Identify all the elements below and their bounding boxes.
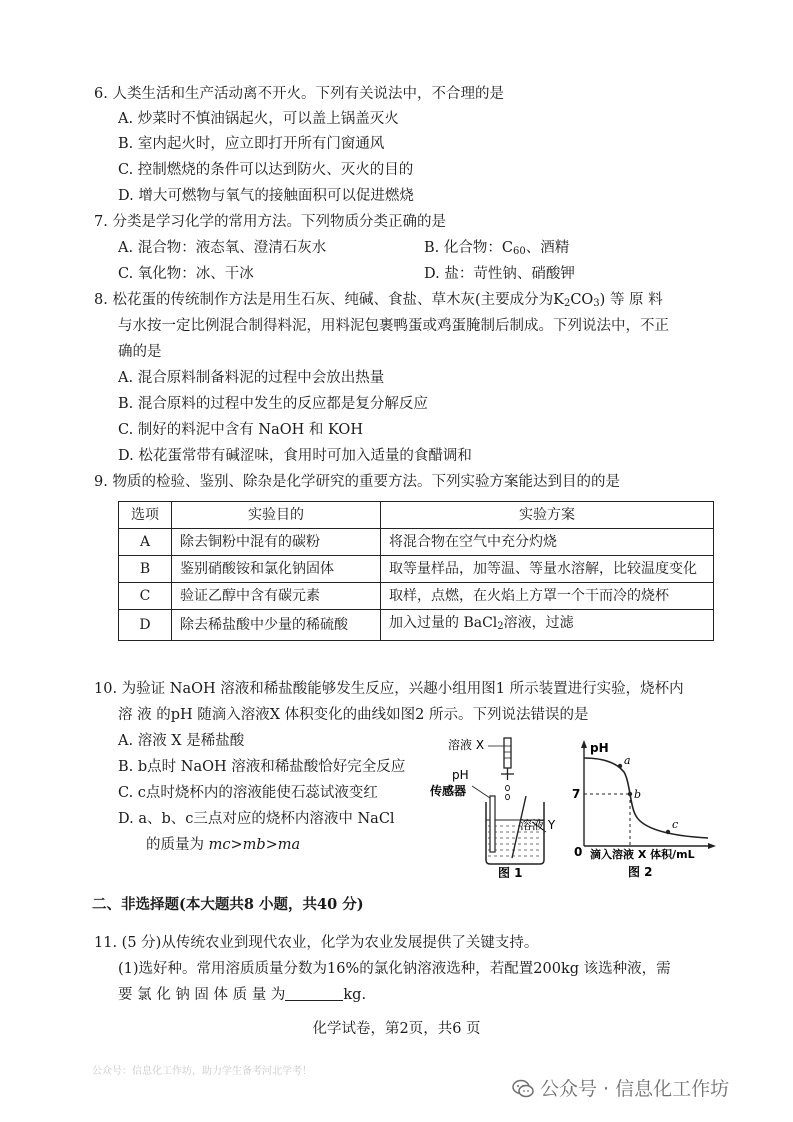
q10-option-c: C. c点时烧杯内的溶液能使石蕊试液变红 — [118, 785, 378, 801]
label-sensor: 传感器 — [430, 784, 467, 798]
row-c-option: C — [119, 583, 172, 610]
figure-2-chart — [572, 736, 722, 878]
row-b-purpose: 鉴别硝酸铵和氯化钠固体 — [172, 556, 381, 583]
q8-option-a: A. 混合原料制备料泥的过程中会放出热量 — [118, 370, 385, 386]
label-solution-x: 溶液 X — [448, 738, 485, 752]
q6-stem: 6. 人类生活和生产活动离不开火。下列有关说法中，不合理的是 — [94, 86, 504, 102]
label-ph: pH — [452, 768, 469, 782]
section-2-heading: 二、非选择题(本大题共8 小题，共40 分) — [92, 896, 364, 913]
row-b-plan: 取等量样品，加等温、等量水溶解，比较温度变化 — [381, 556, 714, 583]
figure-2-caption: 图 2 — [628, 865, 653, 878]
point-a — [618, 764, 622, 768]
table-row — [119, 556, 714, 583]
figure-1-caption: 图 1 — [498, 866, 523, 878]
x-axis-label: 滴入溶液 X 体积/mL — [590, 848, 695, 861]
row-d-option: D — [119, 610, 172, 641]
table-row — [119, 583, 714, 610]
ph-curve — [584, 758, 708, 838]
point-b — [628, 792, 632, 796]
row-d-purpose: 除去稀盐酸中少量的稀硫酸 — [172, 610, 381, 641]
q10-option-a: A. 溶液 X 是稀盐酸 — [118, 733, 245, 749]
q10-line1: 10. 为验证 NaOH 溶液和稀盐酸能够发生反应，兴趣小组用图1 所示装置进行实验，烧杯内 — [94, 681, 684, 697]
q9-stem: 9. 物质的检验、鉴别、除杂是化学研究的重要方法。下列实验方案能达到目的的是 — [94, 474, 620, 490]
q6-option-d: D. 增大可燃物与氧气的接触面积可以促进燃烧 — [118, 188, 414, 204]
answer-blank — [285, 986, 343, 1001]
q10-line2: 溶 液 的pH 随滴入溶液X 体积变化的曲线如图2 所示。下列说法错误的是 — [118, 707, 589, 723]
label-c: c — [672, 818, 679, 831]
ph-sensor-probe — [490, 796, 495, 852]
q10-option-d-line2: 的质量为 mc>mb>ma — [146, 837, 301, 853]
watermark-right: 公众号 · 信息化工作坊 — [512, 1074, 729, 1101]
wechat-icon — [512, 1079, 534, 1099]
page-footer: 化学试卷，第2页，共6 页 — [312, 1021, 481, 1037]
watermark-left: 公众号：信息化工作坊，助力学生备考河北学考！ — [92, 1066, 312, 1077]
q7-option-b: B. 化合物：$C_{60}$、酒精 — [424, 240, 570, 257]
header-plan: 实验方案 — [381, 502, 714, 529]
q7-option-a: A. 混合物：液态氧、澄清石灰水 — [118, 240, 327, 256]
header-purpose: 实验目的 — [172, 502, 381, 529]
q8-stem-line1: 8. 松花蛋的传统制作方法是用生石灰、纯碱、食盐、草木灰(主要成分为$K_2CO_3$) 等 原 料 — [94, 292, 663, 309]
q6-option-b: B. 室内起火时，应立即打开所有门窗通风 — [118, 136, 385, 152]
q11-sub1-line2: 要 氯 化 钠 固 体 质 量 为 kg. — [118, 987, 367, 1003]
q8-option-c: C. 制好的料泥中含有 NaOH 和 KOH — [118, 422, 363, 438]
y-axis-label: pH — [590, 741, 609, 755]
label-a: a — [624, 754, 631, 767]
q6-option-a: A. 炒菜时不慎油锅起火，可以盖上锅盖灭火 — [118, 111, 399, 127]
label-b: b — [634, 788, 642, 801]
q9-table — [118, 501, 714, 641]
tick-7: 7 — [572, 787, 581, 801]
q11-sub1-line1: (1)选好种。常用溶质质量分数为16%的氯化钠溶液选种，若配置200kg 该选种液，需 — [118, 961, 671, 977]
row-d-plan: 加入过量的 BaCl$_2$溶液，过滤 — [381, 610, 714, 641]
q8-option-b: B. 混合原料的过程中发生的反应都是复分解反应 — [118, 396, 428, 412]
row-c-purpose: 验证乙醇中含有碳元素 — [172, 583, 381, 610]
row-a-option: A — [119, 529, 172, 556]
q11-stem: 11. (5 分)从传统农业到现代农业，化学为农业发展提供了关键支持。 — [94, 935, 539, 951]
q8-stem-line3: 确的是 — [118, 344, 162, 360]
row-a-plan: 将混合物在空气中充分灼烧 — [381, 529, 714, 556]
table-row — [119, 529, 714, 556]
header-option: 选项 — [119, 502, 172, 529]
q10-option-d-line1: D. a、b、c三点对应的烧杯内溶液中 NaCl — [118, 811, 395, 827]
q7-stem: 7. 分类是学习化学的常用方法。下列物质分类正确的是 — [94, 214, 446, 230]
q10-option-b: B. b点时 NaOH 溶液和稀盐酸恰好完全反应 — [118, 759, 406, 775]
table-header-row — [119, 502, 714, 529]
q8-option-d: D. 松花蛋常带有碱涩味，食用时可加入适量的食醋调和 — [118, 448, 472, 464]
figure-1-apparatus — [428, 736, 558, 878]
origin-label: 0 — [574, 845, 583, 859]
q6-option-c: C. 控制燃烧的条件可以达到防火、灭火的目的 — [118, 162, 414, 178]
point-c — [666, 830, 670, 834]
table-row — [119, 610, 714, 641]
label-solution-y: 溶液 Y — [520, 818, 556, 832]
q7-option-c: C. 氧化物：冰、干冰 — [118, 266, 254, 282]
row-b-option: B — [119, 556, 172, 583]
row-c-plan: 取样，点燃，在火焰上方罩一个干而冷的烧杯 — [381, 583, 714, 610]
q7-option-d: D. 盐：苛性钠、硝酸钾 — [424, 266, 575, 282]
q8-stem-line2: 与水按一定比例混合制得料泥，用料泥包裹鸭蛋或鸡蛋腌制后制成。下列说法中，不正 — [118, 318, 669, 334]
burette-tube — [504, 738, 511, 768]
row-a-purpose: 除去铜粉中混有的碳粉 — [172, 529, 381, 556]
